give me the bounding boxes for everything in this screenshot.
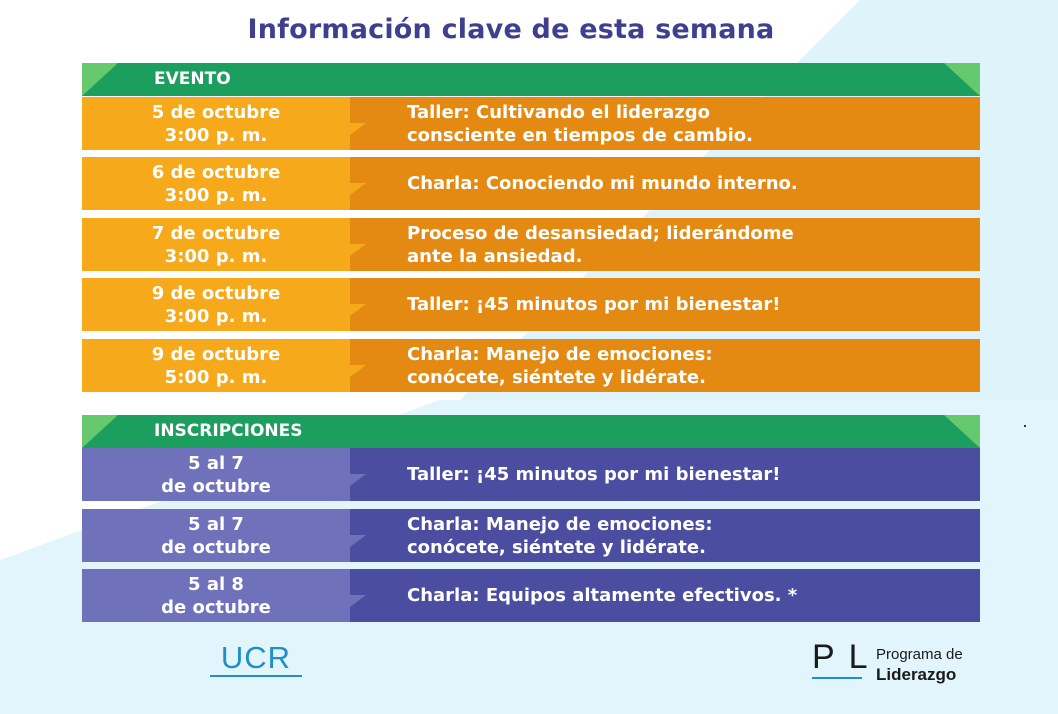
leadership-program-logo xyxy=(810,638,990,688)
pl-logo-line2: Liderazgo xyxy=(876,665,957,684)
event-description: Charla: Conociendo mi mundo interno. xyxy=(350,157,980,210)
event-row xyxy=(82,278,980,331)
pl-logo-letters: PL xyxy=(812,638,882,676)
event-date: 9 de octubre 5:00 p. m. xyxy=(82,339,350,392)
event-row xyxy=(82,97,980,150)
event-description: Taller: Cultivando el liderazgo consciente en tiempos de cambio. xyxy=(350,97,980,150)
registration-description: Taller: ¡45 minutos por mi bienestar! xyxy=(350,448,980,501)
events-header xyxy=(82,63,980,96)
ucr-logo-text: UCR xyxy=(220,640,292,675)
event-date: 6 de octubre 3:00 p. m. xyxy=(82,157,350,210)
event-row xyxy=(82,157,980,210)
registration-date: 5 al 7 de octubre xyxy=(82,509,350,562)
registration-row xyxy=(82,569,980,622)
header-accent-right xyxy=(944,63,980,96)
header-accent-right xyxy=(944,415,980,448)
ucr-logo-underline xyxy=(210,675,302,677)
event-description: Proceso de desansiedad; liderándome ante la ansiedad. xyxy=(350,218,980,271)
registrations-header xyxy=(82,415,980,448)
header-accent-left xyxy=(82,63,118,96)
pl-logo-line1: Programa de xyxy=(876,646,963,663)
event-description: Charla: Manejo de emociones: conócete, siéntete y lidérate. xyxy=(350,339,980,392)
ucr-logo xyxy=(210,640,302,682)
event-date: 9 de octubre 3:00 p. m. xyxy=(82,278,350,331)
event-row xyxy=(82,218,980,271)
events-header-label: EVENTO xyxy=(154,69,231,89)
event-date: 5 de octubre 3:00 p. m. xyxy=(82,97,350,150)
stray-dot xyxy=(1024,425,1026,427)
event-row xyxy=(82,339,980,392)
registration-date: 5 al 8 de octubre xyxy=(82,569,350,622)
registrations-header-label: INSCRIPCIONES xyxy=(154,421,303,441)
registration-row xyxy=(82,509,980,562)
page-title: Información clave de esta semana xyxy=(247,14,775,45)
registration-description: Charla: Manejo de emociones: conócete, siéntete y lidérate. xyxy=(350,509,980,562)
registration-description: Charla: Equipos altamente efectivos. * xyxy=(350,569,980,622)
event-date: 7 de octubre 3:00 p. m. xyxy=(82,218,350,271)
pl-logo-underline xyxy=(812,677,862,679)
event-description: Taller: ¡45 minutos por mi bienestar! xyxy=(350,278,980,331)
registration-row xyxy=(82,448,980,501)
registration-date: 5 al 7 de octubre xyxy=(82,448,350,501)
header-accent-left xyxy=(82,415,118,448)
